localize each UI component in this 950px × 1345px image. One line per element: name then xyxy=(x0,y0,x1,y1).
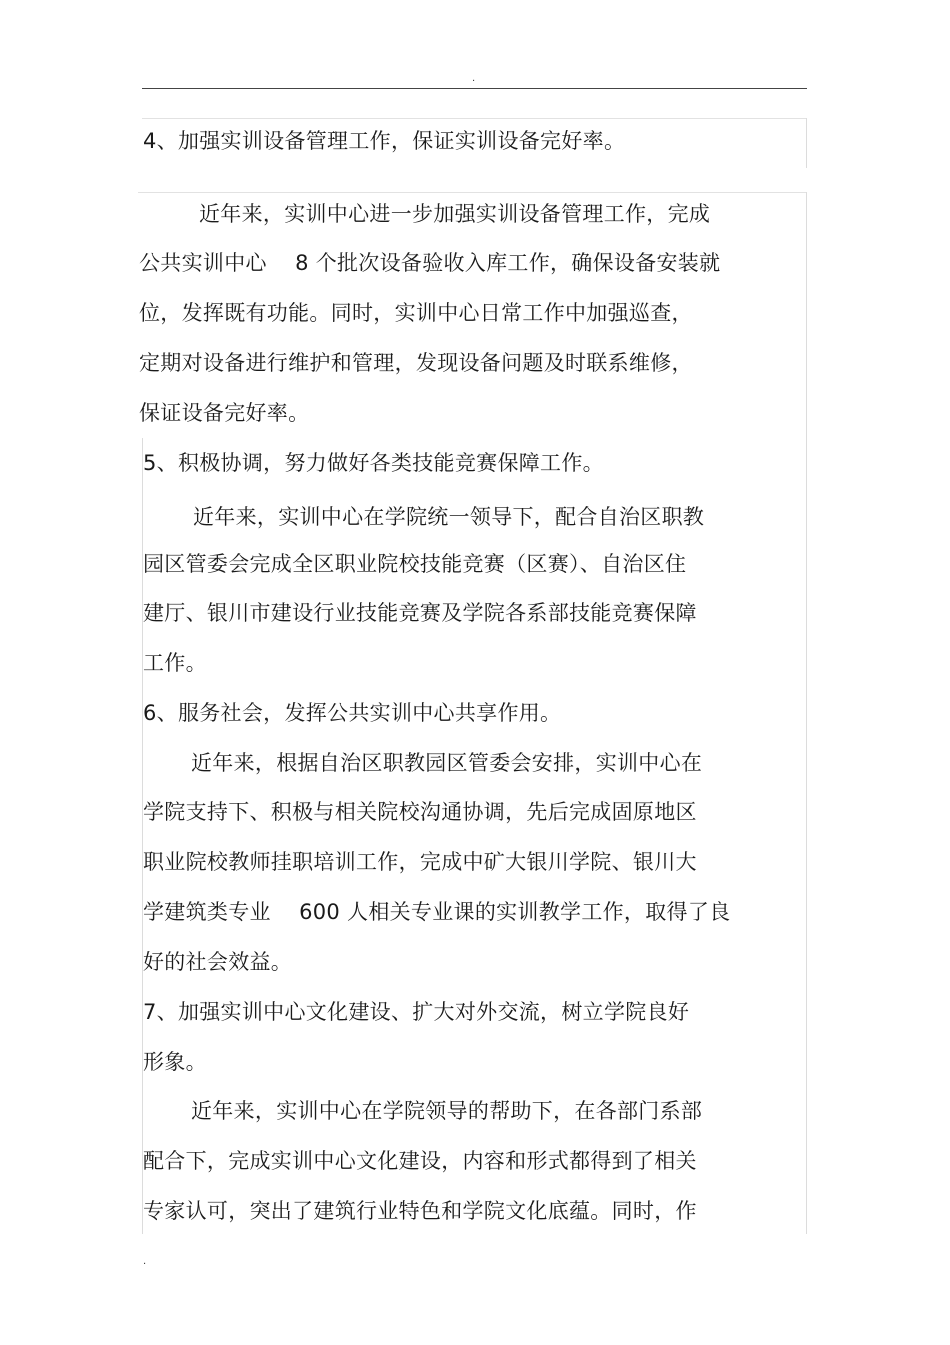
heading-4: 4、加强实训设备管理工作，保证实训设备完好率。 xyxy=(143,129,626,153)
heading-6: 6、服务社会，发挥公共实训中心共享作用。 xyxy=(143,701,562,725)
paragraph-line: 园区管委会完成全区职业院校技能竞赛（区赛）、自治区住 xyxy=(143,552,687,576)
paragraph-line: 定期对设备进行维护和管理，发现设备问题及时联系维修， xyxy=(139,351,693,375)
paragraph-line: 形象。 xyxy=(143,1050,207,1074)
box-right-border-2 xyxy=(806,192,807,1234)
paragraph-line: 好的社会效益。 xyxy=(143,950,293,974)
paragraph-line: 近年来，实训中心在学院领导的帮助下，在各部门系部 xyxy=(191,1099,703,1123)
paragraph-line: 建厅、银川市建设行业技能竞赛及学院各系部技能竞赛保障 xyxy=(143,601,697,625)
paragraph-line: 职业院校教师挂职培训工作，完成中矿大银川学院、银川大 xyxy=(143,850,697,874)
footer-dot: . xyxy=(143,1256,147,1267)
paragraph-line: 近年来，实训中心在学院统一领导下，配合自治区职教 xyxy=(193,505,705,529)
paragraph-line: 公共实训中心 8 个批次设备验收入库工作，确保设备安装就 xyxy=(139,251,721,275)
paragraph-line: 配合下，完成实训中心文化建设，内容和形式都得到了相关 xyxy=(143,1149,697,1173)
box-right-border xyxy=(806,118,807,168)
heading-5: 5、积极协调，努力做好各类技能竞赛保障工作。 xyxy=(143,451,604,475)
box-mid-border xyxy=(138,192,807,193)
header-dot: . xyxy=(472,73,476,84)
paragraph-line: 位，发挥既有功能。同时，实训中心日常工作中加强巡查， xyxy=(139,301,693,325)
paragraph-line: 保证设备完好率。 xyxy=(139,401,310,425)
paragraph-line: 近年来，根据自治区职教园区管委会安排，实训中心在 xyxy=(191,751,703,775)
paragraph-line: 工作。 xyxy=(143,651,207,675)
header-rule xyxy=(142,88,807,89)
paragraph-line: 专家认可，突出了建筑行业特色和学院文化底蕴。同时，作 xyxy=(143,1199,697,1223)
paragraph-line: 学建筑类专业 600 人相关专业课的实训教学工作，取得了良 xyxy=(143,900,731,924)
paragraph-line: 近年来，实训中心进一步加强实训设备管理工作，完成 xyxy=(199,202,711,226)
paragraph-line: 学院支持下、积极与相关院校沟通协调，先后完成固原地区 xyxy=(143,800,697,824)
heading-7: 7、加强实训中心文化建设、扩大对外交流，树立学院良好 xyxy=(143,1000,690,1024)
box-top-border xyxy=(142,118,807,119)
